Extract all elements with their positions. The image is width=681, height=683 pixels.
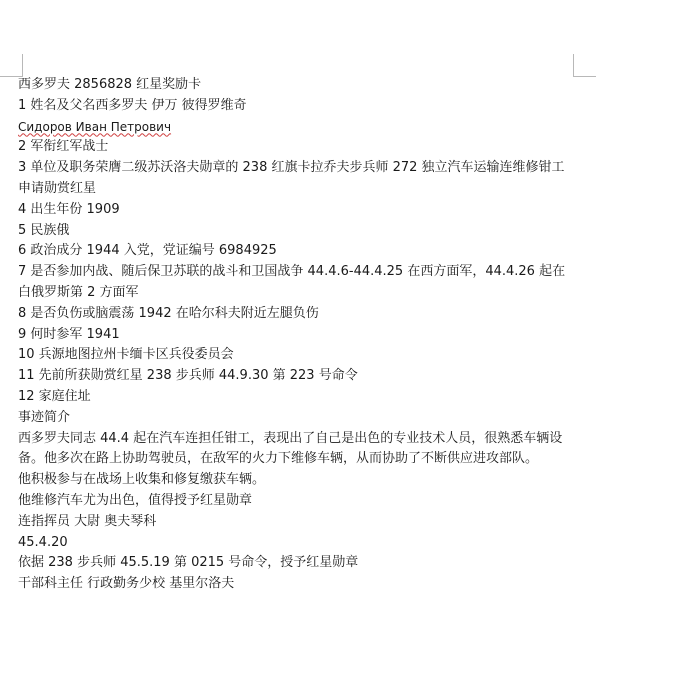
field-previous-awards: 11 先前所获勋赏红星 238 步兵师 44.9.30 第 223 号命令 [18, 368, 358, 384]
signature-date: 45.4.20 [18, 534, 68, 550]
margin-corner-mark-right [573, 54, 596, 77]
deeds-paragraph: 西多罗夫同志 44.4 起在汽车连担任钳工，表现出了自己是出色的专业技术人员，很熟悉车辆设备。他多次在路上协助驾驶员，在敌军的火力下维修车辆，从而协助了不断供应进攻部队。 [18, 430, 563, 467]
field-rank: 2 军衔红军战士 [18, 139, 109, 155]
card-title: 西多罗夫 2856828 红星奖励卡 [18, 77, 202, 92]
deeds-line-recommendation: 他维修汽车尤为出色，值得授予红星勋章 [18, 492, 253, 508]
field-home-address: 12 家庭住址 [18, 388, 91, 404]
field-name-original: Сидоров Иван Петрович [18, 119, 172, 134]
field-birth-year: 4 出生年份 1909 [18, 201, 120, 217]
signature-company-commander: 连指挥员 大尉 奥夫琴科 [18, 513, 157, 529]
field-wounds: 8 是否负伤或脑震荡 1942 在哈尔科夫附近左腿负伤 [18, 305, 319, 321]
signature-personnel-chief: 干部科主任 行政勤务少校 基里尔洛夫 [18, 576, 235, 592]
document-body [18, 75, 578, 595]
section-heading-deeds: 事迹简介 [18, 409, 71, 425]
field-name: 1 姓名及父名西多罗夫 伊万 彼得罗维奇 [18, 97, 247, 113]
field-war-participation: 7 是否参加内战、随后保卫苏联的战斗和卫国战争 44.4.6-44.4.25 在西方面军，44.4.26 起在白俄罗斯第 2 方面军 [18, 264, 566, 300]
field-draft-office: 10 兵源地图拉州卡缅卡区兵役委员会 [18, 347, 234, 363]
deeds-line-salvage: 他积极参与在战场上收集和修复缴获车辆。 [18, 472, 266, 488]
margin-corner-mark-left [0, 54, 23, 77]
field-nationality: 5 民族俄 [18, 222, 70, 238]
award-requested: 申请勋赏红星 [18, 180, 97, 196]
field-enlistment: 9 何时参军 1941 [18, 326, 120, 342]
award-order: 依据 238 步兵师 45.5.19 第 0215 号命令，授予红星勋章 [18, 555, 359, 571]
field-unit-position: 3 单位及职务荣膺二级苏沃洛夫勋章的 238 红旗卡拉乔夫步兵师 272 独立汽车运输连维修钳工 [18, 160, 565, 176]
field-party-status: 6 政治成分 1944 入党，党证编号 6984925 [18, 243, 277, 259]
